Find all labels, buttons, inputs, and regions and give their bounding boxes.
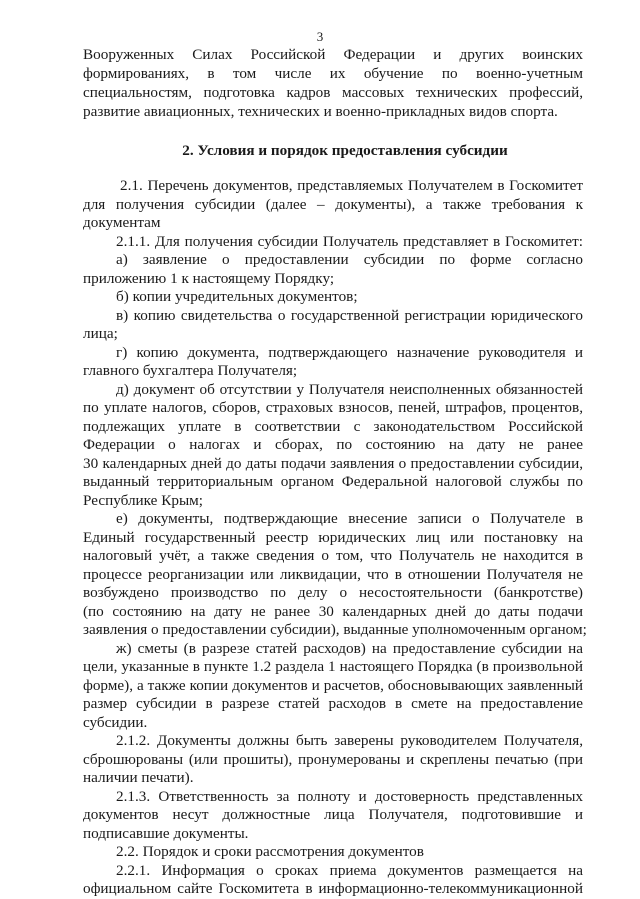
paragraph-line: заявления о предоставлении субсидии), выданные уполномоченным органом; xyxy=(83,621,587,638)
paragraph-line: по уплате налогов, сборов, страховых взносов, пеней, штрафов, процентов, xyxy=(83,399,583,416)
paragraph-line: ж) сметы (в разрезе статей расходов) на предоставление субсидии на xyxy=(116,640,583,657)
paragraph-line: главного бухгалтера Получателя; xyxy=(83,362,298,379)
intro-line: развитие авиационных, технических и военно-прикладных видов спорта. xyxy=(83,103,558,120)
paragraph-line: сброшюрованы (или прошиты), пронумерованы и скреплены печатью (при xyxy=(83,751,583,768)
paragraph-line: подлежащих уплате в соответствии с законодательством Российской xyxy=(83,418,583,435)
paragraph-line: размер субсидии в разрезе статей расходов в смете на предоставление xyxy=(83,695,583,712)
paragraph-line: 2.1. Перечень документов, представляемых Получателем в Госкомитет xyxy=(120,177,583,194)
paragraph-line: г) копию документа, подтверждающего назначение руководителя и xyxy=(116,344,583,361)
paragraph-line: наличии печати). xyxy=(83,769,194,786)
paragraph-line: цели, указанные в пункте 1.2 раздела 1 настоящего Порядка (в произвольной xyxy=(83,658,583,675)
paragraph-line: для получения субсидии (далее – документы), а также требования к xyxy=(83,196,583,213)
paragraph-line: б) копии учредительных документов; xyxy=(116,288,358,305)
paragraph-line: официальном сайте Госкомитета в информационно-телекоммуникационной xyxy=(83,880,583,897)
paragraph-line: 2.1.1. Для получения субсидии Получатель представляет в Госкомитет: xyxy=(116,233,583,250)
paragraph-line: лица; xyxy=(83,325,118,342)
intro-line: специальностям, подготовка кадров массовых технических профессий, xyxy=(83,84,583,101)
paragraph-line: документам xyxy=(83,214,161,231)
paragraph-line: в) копию свидетельства о государственной регистрации юридического xyxy=(116,307,583,324)
paragraph-line: а) заявление о предоставлении субсидии по форме согласно xyxy=(116,251,583,268)
paragraph-line: документов несут должностные лица Получателя, подготовившие и xyxy=(83,806,583,823)
section-heading: 2. Условия и порядок предоставления субсидии xyxy=(182,142,508,159)
paragraph-line: 2.1.3. Ответственность за полноту и достоверность представленных xyxy=(116,788,583,805)
paragraph-line: подписавшие документы. xyxy=(83,825,249,842)
page-number: 3 xyxy=(316,29,324,44)
paragraph-line: д) документ об отсутствии у Получателя неисполненных обязанностей xyxy=(116,381,583,398)
paragraph-line: возбуждено производство по делу о несостоятельности (банкротстве) xyxy=(83,584,583,601)
paragraph-line: е) документы, подтверждающие внесение записи о Получателе в xyxy=(116,510,583,527)
paragraph-line: приложению 1 к настоящему Порядку; xyxy=(83,270,335,287)
paragraph-line: Федерации о налогах и сборах, по состоянию на дату не ранее xyxy=(83,436,583,453)
paragraph-line: 2.2.1. Информация о сроках приема документов размещается на xyxy=(116,862,583,879)
paragraph-line: выданный территориальным органом Федеральной налоговой службы по xyxy=(83,473,583,490)
paragraph-line: (по состоянию на дату не ранее 30 календарных дней до даты подачи xyxy=(83,603,583,620)
paragraph-line: субсидии. xyxy=(83,714,148,731)
intro-line: Вооруженных Силах Российской Федерации и других воинских xyxy=(83,46,583,63)
paragraph-line: 2.2. Порядок и сроки рассмотрения документов xyxy=(116,843,424,860)
paragraph-line: 30 календарных дней до даты подачи заявления о предоставлении субсидии, xyxy=(83,455,583,472)
paragraph-line: налоговый учёт, а также сведения о том, что Получатель не находится в xyxy=(83,547,583,564)
intro-line: формированиях, в том числе их обучение по военно-учетным xyxy=(83,65,583,82)
paragraph-line: процессе реорганизации или ликвидации, что в отношении Получателя не xyxy=(83,566,583,583)
paragraph-line: форме), а также копии документов и расчетов, обосновывающих заявленный xyxy=(83,677,583,694)
paragraph-line: Единый государственный реестр юридических лиц или постановку на xyxy=(83,529,583,546)
paragraph-line: Республике Крым; xyxy=(83,492,203,509)
paragraph-line: 2.1.2. Документы должны быть заверены руководителем Получателя, xyxy=(116,732,583,749)
